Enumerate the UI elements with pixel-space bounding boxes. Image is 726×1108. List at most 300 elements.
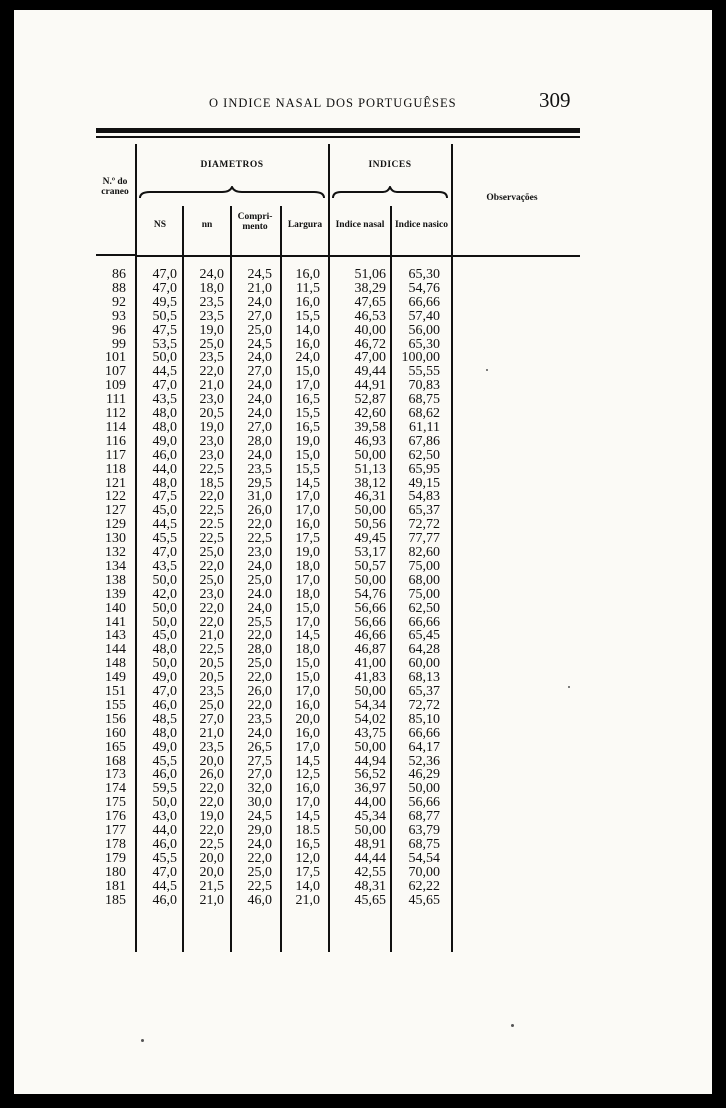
largura-value: 18.5 <box>295 823 320 838</box>
table-row <box>14 365 712 378</box>
nn-value: 19,0 <box>199 322 224 338</box>
ns-value: 46,0 <box>152 892 177 908</box>
indice-nasico-value: 68,75 <box>408 836 440 852</box>
ns-value: 50,0 <box>152 795 177 811</box>
ns-value: 44,5 <box>152 878 177 894</box>
indice-nasal-value: 51,06 <box>354 267 386 282</box>
indice-nasal-value: 39,58 <box>354 419 386 435</box>
comprimento-value: 23,5 <box>247 461 272 477</box>
indice-nasico-value: 55,55 <box>408 364 440 380</box>
largura-value: 17,0 <box>295 489 320 505</box>
craneo-number: 174 <box>105 781 126 797</box>
nn-value: 22,0 <box>199 364 224 380</box>
indice-nasal-value: 50,00 <box>354 503 386 519</box>
craneo-number: 139 <box>105 586 126 602</box>
table-row <box>14 351 712 364</box>
craneo-number: 138 <box>105 572 126 588</box>
largura-value: 16,0 <box>295 517 320 533</box>
ns-value: 50,0 <box>152 350 177 366</box>
ns-value: 47,0 <box>152 684 177 699</box>
comprimento-value: 25,0 <box>247 572 272 588</box>
ns-value: 47,0 <box>152 267 177 282</box>
craneo-number: 107 <box>105 364 126 380</box>
indice-nasico-value: 72,72 <box>408 517 440 533</box>
indice-nasico-value: 45,65 <box>408 892 440 908</box>
comprimento-value: 22,0 <box>247 697 272 713</box>
indice-nasal-value: 53,17 <box>354 545 386 560</box>
running-title: O INDICE NASAL DOS PORTUGUÊSES <box>209 96 457 110</box>
table-row <box>14 324 712 337</box>
indice-nasal-value: 41,00 <box>354 656 386 672</box>
comprimento-value: 26,0 <box>247 684 272 699</box>
col-header-craneo: N.º do craneo <box>101 177 129 197</box>
largura-value: 21,0 <box>295 892 320 908</box>
indice-nasal-value: 44,44 <box>354 850 386 866</box>
nn-value: 22,0 <box>199 795 224 811</box>
comprimento-value: 22,0 <box>247 670 272 686</box>
table-row <box>14 282 712 295</box>
comprimento-value: 26,5 <box>247 739 272 755</box>
col-header-comprimento: Compri-mento <box>237 212 273 232</box>
ns-value: 50,0 <box>152 572 177 588</box>
nn-value: 20,5 <box>199 656 224 672</box>
indice-nasico-value: 64,28 <box>408 642 440 658</box>
table-row <box>14 532 712 545</box>
nn-value: 26,0 <box>199 767 224 783</box>
ns-value: 46,0 <box>152 697 177 713</box>
nn-value: 23,0 <box>199 586 224 602</box>
indice-nasal-value: 42,55 <box>354 864 386 880</box>
indice-nasico-value: 63,79 <box>408 823 440 838</box>
table-row <box>14 866 712 879</box>
craneo-number: 101 <box>105 350 126 366</box>
largura-value: 12,0 <box>295 850 320 866</box>
ns-value: 50,0 <box>152 600 177 616</box>
indice-nasico-value: 65,37 <box>408 684 440 699</box>
craneo-number: 122 <box>105 489 126 505</box>
largura-value: 17,5 <box>295 531 320 547</box>
indice-nasal-value: 51,13 <box>354 461 386 477</box>
craneo-number: 130 <box>105 531 126 547</box>
indice-nasico-value: 62,22 <box>408 878 440 894</box>
craneo-number: 155 <box>105 697 126 713</box>
indice-nasal-value: 50,00 <box>354 684 386 699</box>
largura-value: 17,0 <box>295 503 320 519</box>
indice-nasal-value: 45,65 <box>354 892 386 908</box>
indice-nasal-value: 38,12 <box>354 475 386 491</box>
ns-value: 48,0 <box>152 642 177 658</box>
ns-value: 42,0 <box>152 586 177 602</box>
indice-nasal-value: 56,52 <box>354 767 386 783</box>
craneo-number: 151 <box>105 684 126 699</box>
comprimento-value: 24,0 <box>247 600 272 616</box>
nn-value: 22,5 <box>199 642 224 658</box>
nn-value: 22,5 <box>199 503 224 519</box>
comprimento-value: 27,0 <box>247 767 272 783</box>
largura-value: 14,5 <box>295 809 320 825</box>
ns-value: 59,5 <box>152 781 177 797</box>
largura-value: 15,0 <box>295 656 320 672</box>
nn-value: 23,0 <box>199 433 224 449</box>
table-row <box>14 727 712 740</box>
col-header-indice-nasal: Indice nasal <box>335 220 385 230</box>
nn-value: 23,5 <box>199 308 224 324</box>
table-row <box>14 782 712 795</box>
craneo-number: 93 <box>112 308 126 324</box>
indice-nasal-value: 36,97 <box>354 781 386 797</box>
nn-value: 20,5 <box>199 670 224 686</box>
craneo-number: 141 <box>105 614 126 630</box>
indice-nasal-value: 54,02 <box>354 711 386 727</box>
group-header-diametros: DIAMETROS <box>200 160 264 170</box>
diametros-brace <box>138 186 326 200</box>
indice-nasico-value: 70,00 <box>408 864 440 880</box>
comprimento-value: 24,0 <box>247 836 272 852</box>
indice-nasal-value: 45,34 <box>354 809 386 825</box>
ns-value: 48,5 <box>152 711 177 727</box>
nn-value: 20,0 <box>199 753 224 769</box>
largura-value: 16,0 <box>295 267 320 282</box>
indice-nasal-value: 52,87 <box>354 392 386 408</box>
craneo-number: 181 <box>105 878 126 894</box>
indice-nasal-value: 41,83 <box>354 670 386 686</box>
craneo-number: 173 <box>105 767 126 783</box>
craneo-number: 156 <box>105 711 126 727</box>
table-row <box>14 435 712 448</box>
comprimento-value: 26,0 <box>247 503 272 519</box>
table-row <box>14 824 712 837</box>
indice-nasico-value: 61,11 <box>409 419 440 435</box>
craneo-number: 129 <box>105 517 126 533</box>
indice-nasal-value: 49,44 <box>354 364 386 380</box>
ns-value: 53,5 <box>152 336 177 352</box>
ns-value: 46,0 <box>152 767 177 783</box>
craneo-number: 116 <box>105 433 126 449</box>
ns-value: 46,0 <box>152 447 177 463</box>
craneo-number: 96 <box>112 322 126 338</box>
largura-value: 17,0 <box>295 739 320 755</box>
comprimento-value: 28,0 <box>247 433 272 449</box>
table-row <box>14 838 712 851</box>
indice-nasal-value: 38,29 <box>354 280 386 296</box>
indice-nasal-value: 46,72 <box>354 336 386 352</box>
largura-value: 16,0 <box>295 336 320 352</box>
indice-nasal-value: 40,00 <box>354 322 386 338</box>
comprimento-value: 24.0 <box>247 586 272 602</box>
comprimento-value: 24,0 <box>247 558 272 574</box>
indice-nasico-value: 68,62 <box>408 406 440 421</box>
largura-value: 14,0 <box>295 322 320 338</box>
comprimento-value: 27,0 <box>247 419 272 435</box>
largura-value: 15,5 <box>295 308 320 324</box>
ns-value: 49,0 <box>152 670 177 686</box>
ns-value: 45,0 <box>152 503 177 519</box>
comprimento-value: 24,0 <box>247 392 272 408</box>
indice-nasico-value: 68,75 <box>408 392 440 408</box>
indice-nasico-value: 70,83 <box>408 378 440 394</box>
comprimento-value: 27,0 <box>247 364 272 380</box>
comprimento-value: 24,0 <box>247 447 272 463</box>
table-row <box>14 449 712 462</box>
indice-nasal-value: 47,65 <box>354 294 386 310</box>
nn-value: 22,5 <box>199 836 224 852</box>
page-number: 309 <box>539 88 571 112</box>
ns-value: 47,0 <box>152 280 177 296</box>
indice-nasico-value: 75,00 <box>408 558 440 574</box>
ns-value: 44,0 <box>152 823 177 838</box>
nn-value: 23,5 <box>199 684 224 699</box>
craneo-number: 111 <box>106 392 126 408</box>
craneo-number: 114 <box>105 419 126 435</box>
indice-nasico-value: 50,00 <box>408 781 440 797</box>
comprimento-value: 22,5 <box>247 878 272 894</box>
largura-value: 18,0 <box>295 642 320 658</box>
table-row <box>14 296 712 309</box>
largura-value: 16,0 <box>295 781 320 797</box>
nn-value: 22,0 <box>199 600 224 616</box>
indice-nasal-value: 54,76 <box>354 586 386 602</box>
comprimento-value: 30,0 <box>247 795 272 811</box>
nn-value: 19,0 <box>199 419 224 435</box>
comprimento-value: 25,0 <box>247 322 272 338</box>
nn-value: 22,0 <box>199 558 224 574</box>
craneo-number: 117 <box>105 447 126 463</box>
table-row <box>14 518 712 531</box>
comprimento-value: 24,5 <box>247 267 272 282</box>
table-row <box>14 490 712 503</box>
table-row <box>14 602 712 615</box>
group-header-indices: INDICES <box>368 160 412 170</box>
comprimento-value: 24,0 <box>247 350 272 366</box>
craneo-number: 140 <box>105 600 126 616</box>
largura-value: 16,0 <box>295 294 320 310</box>
indice-nasal-value: 50,00 <box>354 572 386 588</box>
indice-nasal-value: 42,60 <box>354 406 386 421</box>
craneo-number: 179 <box>105 850 126 866</box>
table-row <box>14 741 712 754</box>
table-row <box>14 699 712 712</box>
indice-nasico-value: 85,10 <box>408 711 440 727</box>
col-header-largura: Largura <box>287 220 323 230</box>
comprimento-value: 24,5 <box>247 336 272 352</box>
indice-nasal-value: 56,66 <box>354 600 386 616</box>
comprimento-value: 46,0 <box>247 892 272 908</box>
table-row <box>14 894 712 907</box>
indice-nasal-value: 46,53 <box>354 308 386 324</box>
indice-nasal-value: 50,00 <box>354 823 386 838</box>
comprimento-value: 22,0 <box>247 517 272 533</box>
indice-nasal-value: 47,00 <box>354 350 386 366</box>
largura-value: 15,0 <box>295 670 320 686</box>
largura-value: 16,5 <box>295 836 320 852</box>
nn-value: 21,0 <box>199 378 224 394</box>
largura-value: 17,0 <box>295 684 320 699</box>
nn-value: 23,0 <box>199 447 224 463</box>
ns-value: 50,0 <box>152 614 177 630</box>
comprimento-value: 23,0 <box>247 545 272 560</box>
indice-nasal-value: 56,66 <box>354 614 386 630</box>
header-bottom-rule-left <box>96 254 135 256</box>
largura-value: 14,5 <box>295 753 320 769</box>
indice-nasico-value: 52,36 <box>408 753 440 769</box>
indice-nasico-value: 82,60 <box>408 545 440 560</box>
table-row <box>14 477 712 490</box>
table-row <box>14 713 712 726</box>
table-row <box>14 588 712 601</box>
ns-value: 48,0 <box>152 419 177 435</box>
largura-value: 19,0 <box>295 433 320 449</box>
nn-value: 20,0 <box>199 864 224 880</box>
indice-nasico-value: 49,15 <box>408 475 440 491</box>
table-row <box>14 574 712 587</box>
table-row <box>14 560 712 573</box>
table-row <box>14 796 712 809</box>
ns-value: 48,0 <box>152 475 177 491</box>
indice-nasal-value: 50,00 <box>354 447 386 463</box>
craneo-number: 92 <box>112 294 126 310</box>
largura-value: 20,0 <box>295 711 320 727</box>
ns-value: 43,5 <box>152 558 177 574</box>
indice-nasico-value: 65,30 <box>408 336 440 352</box>
largura-value: 11,5 <box>296 280 320 296</box>
comprimento-value: 28,0 <box>247 642 272 658</box>
nn-value: 25,0 <box>199 572 224 588</box>
ns-value: 50,5 <box>152 308 177 324</box>
ns-value: 47,0 <box>152 378 177 394</box>
largura-value: 14,5 <box>295 628 320 644</box>
indice-nasal-value: 48,91 <box>354 836 386 852</box>
comprimento-value: 27,0 <box>247 308 272 324</box>
indice-nasal-value: 50,57 <box>354 558 386 574</box>
nn-value: 22,0 <box>199 823 224 838</box>
comprimento-value: 24,0 <box>247 725 272 741</box>
table-row <box>14 393 712 406</box>
craneo-number: 177 <box>105 823 126 838</box>
ns-value: 50,0 <box>152 656 177 672</box>
top-rule-thin <box>96 136 580 138</box>
indice-nasico-value: 65,95 <box>408 461 440 477</box>
ns-value: 45,5 <box>152 531 177 547</box>
largura-value: 12,5 <box>295 767 320 783</box>
col-header-ns: NS <box>153 220 167 230</box>
indice-nasico-value: 54,83 <box>408 489 440 505</box>
largura-value: 14,5 <box>295 475 320 491</box>
indice-nasico-value: 68,13 <box>408 670 440 686</box>
comprimento-value: 29,0 <box>247 823 272 838</box>
ns-value: 44,5 <box>152 517 177 533</box>
indice-nasal-value: 46,66 <box>354 628 386 644</box>
nn-value: 27,0 <box>199 711 224 727</box>
comprimento-value: 25,5 <box>247 614 272 630</box>
comprimento-value: 23,5 <box>247 711 272 727</box>
nn-value: 23,0 <box>199 392 224 408</box>
indices-brace <box>331 186 449 200</box>
largura-value: 18,0 <box>295 558 320 574</box>
largura-value: 15,0 <box>295 447 320 463</box>
craneo-number: 160 <box>105 725 126 741</box>
indice-nasal-value: 44,00 <box>354 795 386 811</box>
craneo-number: 175 <box>105 795 126 811</box>
nn-value: 22,5 <box>199 531 224 547</box>
ns-value: 49,0 <box>152 739 177 755</box>
table-row <box>14 616 712 629</box>
largura-value: 17,0 <box>295 378 320 394</box>
craneo-number: 178 <box>105 836 126 852</box>
ns-value: 49,5 <box>152 294 177 310</box>
nn-value: 22,5 <box>199 461 224 477</box>
craneo-number: 148 <box>105 656 126 672</box>
indice-nasico-value: 64,17 <box>408 739 440 755</box>
comprimento-value: 25,0 <box>247 656 272 672</box>
indice-nasico-value: 65,37 <box>408 503 440 519</box>
table-row <box>14 504 712 517</box>
nn-value: 21,5 <box>199 878 224 894</box>
indice-nasico-value: 66,66 <box>408 294 440 310</box>
paper-speck <box>568 686 570 688</box>
indice-nasico-value: 56,00 <box>408 322 440 338</box>
ns-value: 46,0 <box>152 836 177 852</box>
craneo-number: 144 <box>105 642 126 658</box>
table-row <box>14 629 712 642</box>
largura-value: 19,0 <box>295 545 320 560</box>
indice-nasal-value: 49,45 <box>354 531 386 547</box>
paper-speck <box>511 1024 514 1027</box>
indice-nasico-value: 54,76 <box>408 280 440 296</box>
indice-nasico-value: 75,00 <box>408 586 440 602</box>
nn-value: 25,0 <box>199 336 224 352</box>
largura-value: 17,0 <box>295 795 320 811</box>
nn-value: 23,5 <box>199 350 224 366</box>
largura-value: 15,0 <box>295 600 320 616</box>
table-row <box>14 421 712 434</box>
table-row <box>14 755 712 768</box>
nn-value: 22.5 <box>199 517 224 533</box>
table-row <box>14 643 712 656</box>
largura-value: 17,0 <box>295 572 320 588</box>
craneo-number: 143 <box>105 628 126 644</box>
indice-nasal-value: 50,00 <box>354 739 386 755</box>
indice-nasico-value: 72,72 <box>408 697 440 713</box>
table-row <box>14 338 712 351</box>
craneo-number: 112 <box>105 406 126 421</box>
paper-speck <box>486 369 488 371</box>
table-row <box>14 685 712 698</box>
nn-value: 18,5 <box>199 475 224 491</box>
craneo-number: 168 <box>105 753 126 769</box>
table-row <box>14 671 712 684</box>
largura-value: 15,0 <box>295 364 320 380</box>
ns-value: 45,5 <box>152 850 177 866</box>
ns-value: 48,0 <box>152 406 177 421</box>
indice-nasal-value: 46,87 <box>354 642 386 658</box>
ns-value: 49,0 <box>152 433 177 449</box>
ns-value: 47,5 <box>152 489 177 505</box>
indice-nasico-value: 65,30 <box>408 267 440 282</box>
comprimento-value: 22,5 <box>247 531 272 547</box>
largura-value: 17,5 <box>295 864 320 880</box>
ns-value: 45,0 <box>152 628 177 644</box>
table-row <box>14 880 712 893</box>
comprimento-value: 24,0 <box>247 378 272 394</box>
comprimento-value: 29,5 <box>247 475 272 491</box>
nn-value: 21,0 <box>199 892 224 908</box>
indice-nasico-value: 100,00 <box>401 350 440 366</box>
table-row <box>14 657 712 670</box>
table-row <box>14 407 712 420</box>
col-header-nn: nn <box>201 220 213 230</box>
comprimento-value: 27,5 <box>247 753 272 769</box>
indice-nasico-value: 54,54 <box>408 850 440 866</box>
